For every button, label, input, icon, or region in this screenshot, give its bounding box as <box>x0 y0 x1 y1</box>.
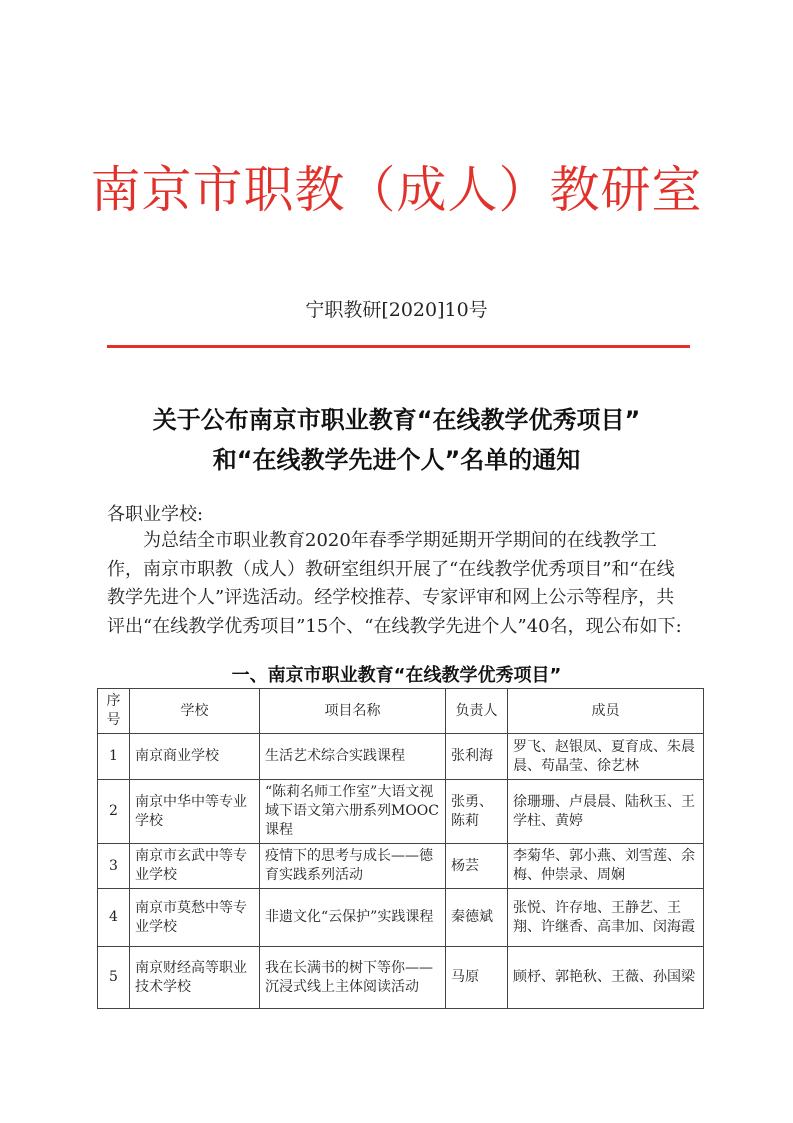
notice-title-line-2: 和“在线教学先进个人”名单的通知 <box>212 446 581 474</box>
header-school: 学校 <box>130 689 260 734</box>
table-header-row <box>98 689 704 734</box>
project-cell: “陈莉名师工作室”大语文视域下语文第六册系列MOOC课程 <box>260 780 446 844</box>
project-cell: 非遗文化“云保护”实践课程 <box>260 889 446 947</box>
project-cell: 我在长满书的树下等你——沉浸式线上主体阅读活动 <box>260 947 446 1009</box>
project-cell: 疫情下的思考与成长——德育实践系列活动 <box>260 844 446 889</box>
table-row <box>98 844 704 889</box>
school-cell: 南京市莫愁中等专业学校 <box>130 889 260 947</box>
red-divider-line <box>107 345 690 348</box>
salutation: 各职业学校: <box>107 504 204 525</box>
header-project: 项目名称 <box>260 689 446 734</box>
table-row <box>98 889 704 947</box>
table-row <box>98 947 704 1009</box>
leader-cell: 杨芸 <box>446 844 508 889</box>
school-cell: 南京财经高等职业技术学校 <box>130 947 260 1009</box>
header-members: 成员 <box>508 689 704 734</box>
row-number: 1 <box>98 734 130 780</box>
leader-cell: 张勇、陈莉 <box>446 780 508 844</box>
header-leader: 负责人 <box>446 689 508 734</box>
leader-cell: 张利海 <box>446 734 508 780</box>
members-cell: 李菊华、郭小燕、刘雪莲、余梅、仲崇录、周娴 <box>508 844 704 889</box>
school-cell: 南京中华中等专业学校 <box>130 780 260 844</box>
notice-body-paragraph: 为总结全市职业教育2020年春季学期延期开学期间的在线教学工作，南京市职教（成人）教研室组织开展了“在线教学优秀项目”和“在线教学先进个人”评选活动。经学校推荐、专家评审和网上公示等程序，共评出“在线教学优秀项目”15个、“在线教学先进个人”40名，现公布如下: <box>107 530 682 637</box>
leader-cell: 马原 <box>446 947 508 1009</box>
members-cell: 徐珊珊、卢晨晨、陆秋玉、王学柱、黄婷 <box>508 780 704 844</box>
organization-title: 南京市职教（成人）教研室 <box>90 161 703 219</box>
table-row <box>98 780 704 844</box>
members-cell: 罗飞、赵银凤、夏育成、朱晨晨、苟晶莹、徐艺林 <box>508 734 704 780</box>
row-number: 5 <box>98 947 130 1009</box>
row-number: 4 <box>98 889 130 947</box>
header-no: 序号 <box>98 689 130 734</box>
school-cell: 南京市玄武中等专业学校 <box>130 844 260 889</box>
members-cell: 顾杼、郭艳秋、王薇、孙国梁 <box>508 947 704 1009</box>
project-cell: 生活艺术综合实践课程 <box>260 734 446 780</box>
notice-title-line-1: 关于公布南京市职业教育“在线教学优秀项目” <box>152 406 641 434</box>
members-cell: 张悦、许存地、王静艺、王翔、许继香、高聿加、闵海霞 <box>508 889 704 947</box>
document-number: 宁职教研[2020]10号 <box>305 299 488 321</box>
notice-title <box>0 400 793 480</box>
school-cell: 南京商业学校 <box>130 734 260 780</box>
leader-cell: 秦德斌 <box>446 889 508 947</box>
row-number: 2 <box>98 780 130 844</box>
table-row <box>98 734 704 780</box>
section-heading: 一、南京市职业教育“在线教学优秀项目” <box>231 665 562 686</box>
excellent-projects-table <box>97 688 704 1009</box>
row-number: 3 <box>98 844 130 889</box>
